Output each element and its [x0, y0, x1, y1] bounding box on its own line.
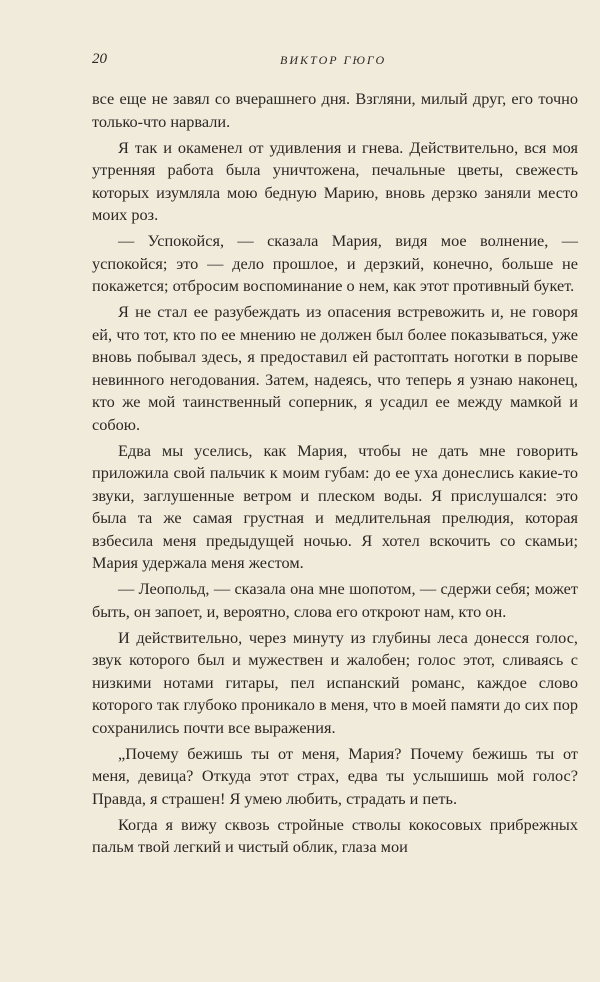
running-title: ВИКТОР ГЮГО [280, 53, 387, 67]
page-number: 20 [92, 51, 107, 67]
page-header [92, 51, 564, 73]
paragraph: Я не стал ее разубеждать из опасения встревожить и, не говоря ей, что тот, кто по ее мнению не должен был более показываться, уже вновь побывал здесь, я предоставил ей растоптать ноготки в порыве невинного негодования. Затем, надеясь, что теперь я узнаю наконец, кто же мой таинственный соперник, я усадил ее между мамкой и собою. [92, 302, 578, 434]
paragraph: Когда я вижу сквозь стройные стволы кокосовых прибрежных пальм твой легкий и чистый облик, глаза мои [92, 814, 578, 856]
paragraph: все еще не завял со вчерашнего дня. Взгляни, милый друг, его точно только-что нарвали. [92, 89, 578, 131]
paragraph: „Почему бежишь ты от меня, Мария? Почему бежишь ты от меня, девица? Откуда этот страх, едва ты услышишь мой голос? Правда, я страшен! Я умею любить, страдать и петь. [92, 743, 578, 808]
body-text [92, 88, 578, 862]
paragraph: Я так и окаменел от удивления и гнева. Действительно, вся моя утренняя работа была уничтожена, печальные цветы, свежесть которых изумляла мою бедную Марию, вновь дерзко заняли место моих роз. [92, 137, 578, 224]
paragraph: — Леопольд, — сказала она мне шопотом, — сдержи себя; может быть, он запоет, и, вероятно, слова его откроют нам, кто он. [92, 579, 578, 621]
paragraph: — Успокойся, — сказала Мария, видя мое волнение, — успокойся; это — дело прошлое, и дерзкий, конечно, больше не покажется; отбросим воспоминание о нем, как этот противный букет. [92, 231, 578, 295]
paragraph: Едва мы уселись, как Мария, чтобы не дать мне говорить приложила свой пальчик к моим губам: до ее уха донеслись какие-то звуки, заглушенные ветром и плеском воды. Я прислушался: это была та же самая грустная и медлительная прелюдия, которая взбесила меня предыдущей ночью. Я хотел вскочить со скамьи; Мария удержала меня жестом. [92, 440, 578, 572]
paragraph: И действительно, через минуту из глубины леса донесся голос, звук которого был и мужествен и жалобен; голос этот, сливаясь с низкими нотами гитары, пел испанский романс, каждое слово которого так глубоко проникало в меня, что в моей памяти до сих пор сохранились почти все выражения. [92, 627, 578, 737]
